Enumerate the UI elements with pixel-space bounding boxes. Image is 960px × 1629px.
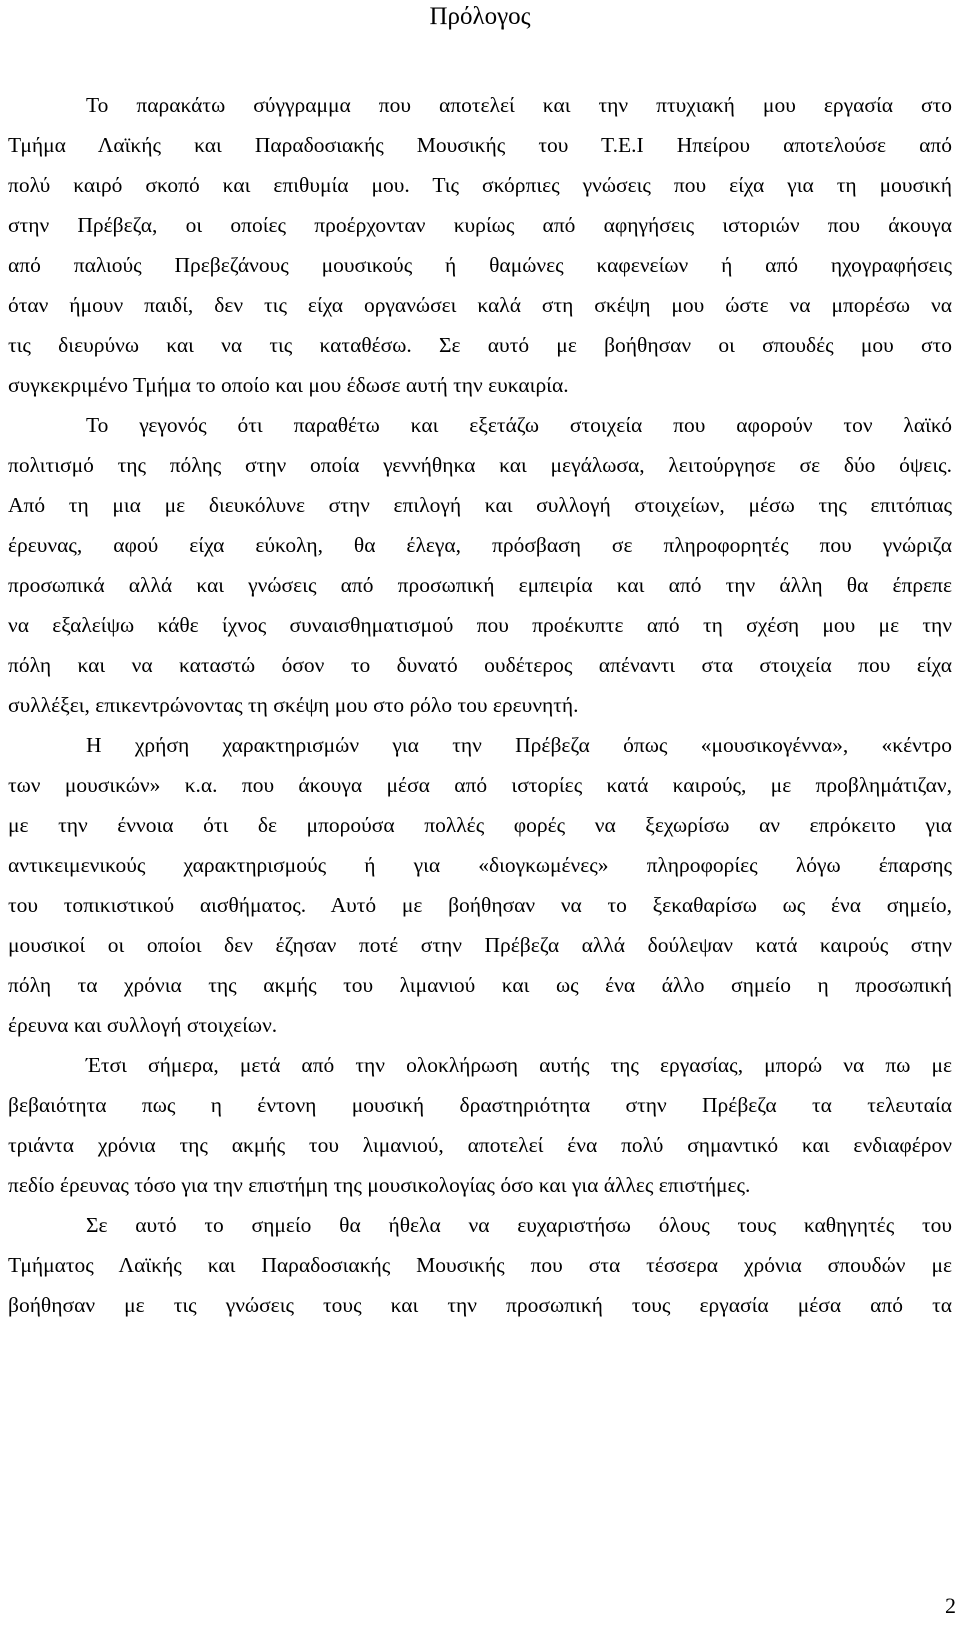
text-line: Τμήματος Λαϊκής και Παραδοσιακής Μουσικής που στα τέσσερα χρόνια σπουδών με xyxy=(8,1253,952,1277)
text-line: με την έννοια ότι δε μπορούσα πολλές φορές να ξεχωρίσω αν επρόκειτο για xyxy=(8,813,952,837)
text-line: τριάντα χρόνια της ακμής του λιμανιού, αποτελεί ένα πολύ σημαντικό και ενδιαφέρον xyxy=(8,1133,952,1157)
text-line: όταν ήμουν παιδί, δεν τις είχα οργανώσει καλά στη σκέψη μου ώστε να μπορέσω να xyxy=(8,293,952,317)
text-line: βοήθησαν με τις γνώσεις τους και την προσωπική τους εργασία μέσα από τα xyxy=(8,1293,952,1317)
text-line: Το γεγονός ότι παραθέτω και εξετάζω στοιχεία που αφορούν τον λαϊκό xyxy=(86,413,952,437)
text-line: Σε αυτό το σημείο θα ήθελα να ευχαριστήσω όλους τους καθηγητές του xyxy=(86,1213,952,1237)
document-body xyxy=(8,85,952,1325)
text-line: από παλιούς Πρεβεζάνους μουσικούς ή θαμώνες καφενείων ή από ηχογραφήσεις xyxy=(8,253,952,277)
text-line: πολύ καιρό σκοπό και επιθυμία μου. Τις σκόρπιες γνώσεις που είχα για τη μουσική xyxy=(8,173,952,197)
text-line: μουσικοί οι οποίοι δεν έζησαν ποτέ στην Πρέβεζα αλλά δούλεψαν κατά καιρούς στην xyxy=(8,933,952,957)
text-line: συλλέξει, επικεντρώνοντας τη σκέψη μου στο ρόλο του ερευνητή. xyxy=(8,693,579,717)
text-line: έρευνα και συλλογή στοιχείων. xyxy=(8,1013,278,1037)
text-line: προσωπικά αλλά και γνώσεις από προσωπική εμπειρία και από την άλλη θα έπρεπε xyxy=(8,573,952,597)
text-line: Έτσι σήμερα, μετά από την ολοκλήρωση αυτής της εργασίας, μπορώ να πω με xyxy=(86,1053,952,1077)
text-line: πόλη τα χρόνια της ακμής του λιμανιού και ως ένα άλλο σημείο η προσωπική xyxy=(8,973,952,997)
page-title: Πρόλογος xyxy=(429,3,531,30)
text-line: του τοπικιστικού αισθήματος. Αυτό με βοήθησαν να το ξεκαθαρίσω ως ένα σημείο, xyxy=(8,893,952,917)
text-line: Τμήμα Λαϊκής και Παραδοσιακής Μουσικής του Τ.Ε.Ι Ηπείρου αποτελούσε από xyxy=(8,133,952,157)
text-line: να εξαλείψω κάθε ίχνος συναισθηματισμού που προέκυπτε από τη σχέση μου με την xyxy=(8,613,952,637)
text-line: πολιτισμό της πόλης στην οποία γεννήθηκα και μεγάλωσα, λειτούργησε σε δύο όψεις. xyxy=(8,453,952,477)
text-line: τις διευρύνω και να τις καταθέσω. Σε αυτό με βοήθησαν οι σπουδές μου στο xyxy=(8,333,952,357)
text-line: έρευνας, αφού είχα εύκολη, θα έλεγα, πρόσβαση σε πληροφορητές που γνώριζα xyxy=(8,533,952,557)
text-line: Το παρακάτω σύγγραμμα που αποτελεί και την πτυχιακή μου εργασία στο xyxy=(86,93,952,117)
text-line: αντικειμενικούς χαρακτηρισμούς ή για «διογκωμένες» πληροφορίες λόγω έπαρσης xyxy=(8,853,952,877)
text-line: στην Πρέβεζα, οι οποίες προέρχονταν κυρίως από αφηγήσεις ιστοριών που άκουγα xyxy=(8,213,952,237)
text-line: πόλη και να καταστώ όσον το δυνατό ουδέτερος απέναντι στα στοιχεία που είχα xyxy=(8,653,952,677)
text-line: συγκεκριμένο Τμήμα το οποίο και μου έδωσε αυτή την ευκαιρία. xyxy=(8,373,569,397)
text-line: των μουσικών» κ.α. που άκουγα μέσα από ιστορίες κατά καιρούς, με προβλημάτιζαν, xyxy=(8,773,952,797)
text-line: πεδίο έρευνας τόσο για την επιστήμη της μουσικολογίας όσο και για άλλες επιστήμες. xyxy=(8,1173,751,1197)
text-line: Από τη μια με διευκόλυνε στην επιλογή και συλλογή στοιχείων, μέσω της επιτόπιας xyxy=(8,493,952,517)
text-line: βεβαιότητα πως η έντονη μουσική δραστηριότητα στην Πρέβεζα τα τελευταία xyxy=(8,1093,952,1117)
text-line: Η χρήση χαρακτηρισμών για την Πρέβεζα όπως «μουσικογέννα», «κέντρο xyxy=(86,733,952,757)
page-number: 2 xyxy=(945,1593,956,1618)
